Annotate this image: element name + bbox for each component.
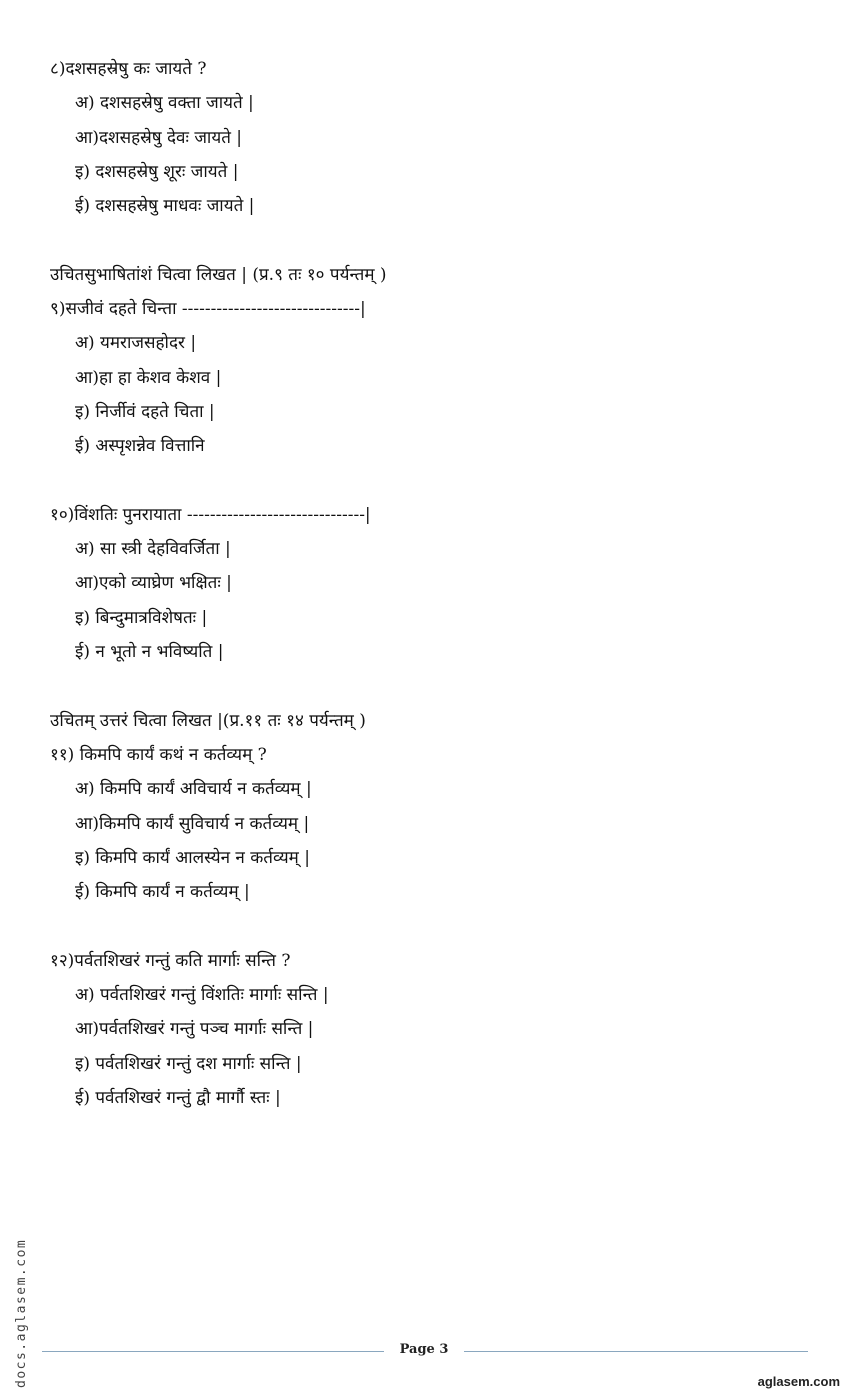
page-number: Page 3 <box>399 1342 449 1357</box>
option-aa: आ)पर्वतशिखरं गन्तुं पञ्च मार्गाः सन्ति | <box>75 1019 314 1040</box>
question-8 <box>50 52 810 223</box>
question-prompt: १०)विंशतिः पुनरायाता -------------------------------| <box>50 504 371 525</box>
spacer <box>50 909 810 943</box>
option-i: इ) बिन्दुमात्रविशेषतः | <box>75 607 208 628</box>
brand-link[interactable]: aglasem.com <box>757 1374 840 1389</box>
option-aa: आ)एको व्याघ्रेण भक्षितः | <box>75 573 232 594</box>
question-prompt: ९)सजीवं दहते चिन्ता -------------------------------| <box>50 299 366 320</box>
option-ii: ई) पर्वतशिखरं गन्तुं द्वौ मार्गौ स्तः | <box>75 1087 281 1108</box>
option-a: अ) पर्वतशिखरं गन्तुं विंशतिः मार्गाः सन्ति | <box>75 985 329 1006</box>
question-prompt: ८)दशसहस्रेषु कः जायते ? <box>50 59 207 79</box>
question-prompt: १२)पर्वतशिखरं गन्तुं कति मार्गाः सन्ति ? <box>50 950 291 971</box>
section-heading: उचितसुभाषितांशं चित्वा लिखत | (प्र.९ तः १० पर्यन्तम् ) <box>50 264 387 285</box>
option-ii: ई) किमपि कार्यं न कर्तव्यम् | <box>75 882 250 903</box>
option-a: अ) किमपि कार्यं अविचार्य न कर्तव्यम् | <box>75 779 312 800</box>
question-prompt: ११) किमपि कार्यं कथं न कर्तव्यम् ? <box>50 744 267 765</box>
option-i: इ) पर्वतशिखरं गन्तुं दश मार्गाः सन्ति | <box>75 1053 302 1074</box>
question-9 <box>50 292 810 463</box>
question-paper-body <box>50 52 810 1115</box>
option-aa: आ)हा हा केशव केशव | <box>75 367 222 388</box>
spacer <box>50 464 810 498</box>
option-ii: ई) दशसहस्रेषु माधवः जायते | <box>75 196 255 217</box>
option-i: इ) दशसहस्रेषु शूरः जायते | <box>75 161 239 182</box>
section-heading: उचितम् उत्तरं चित्वा लिखत |(प्र.११ तः १४ पर्यन्तम् ) <box>50 710 366 731</box>
option-i: इ) किमपि कार्यं आलस्येन न कर्तव्यम् | <box>75 847 310 868</box>
option-a: अ) दशसहस्रेषु वक्ता जायते | <box>75 93 254 114</box>
question-12 <box>50 944 810 1115</box>
question-11 <box>50 738 810 909</box>
question-10 <box>50 498 810 669</box>
spacer <box>50 669 810 703</box>
option-a: अ) यमराजसहोदर | <box>75 333 197 354</box>
side-watermark-url: docs.aglasem.com <box>14 1238 29 1388</box>
option-ii: ई) न भूतो न भविष्यति | <box>75 642 224 663</box>
option-a: अ) सा स्त्री देहविवर्जिता | <box>75 539 231 560</box>
option-aa: आ)दशसहस्रेषु देवः जायते | <box>75 127 243 148</box>
option-i: इ) निर्जीवं दहते चिता | <box>75 401 215 422</box>
option-aa: आ)किमपि कार्यं सुविचार्य न कर्तव्यम् | <box>75 813 310 834</box>
spacer <box>50 223 810 257</box>
footer-divider-right <box>464 1351 808 1352</box>
option-ii: ई) अस्पृशन्नेव वित्तानि <box>75 436 205 457</box>
footer-divider-left <box>42 1351 384 1352</box>
